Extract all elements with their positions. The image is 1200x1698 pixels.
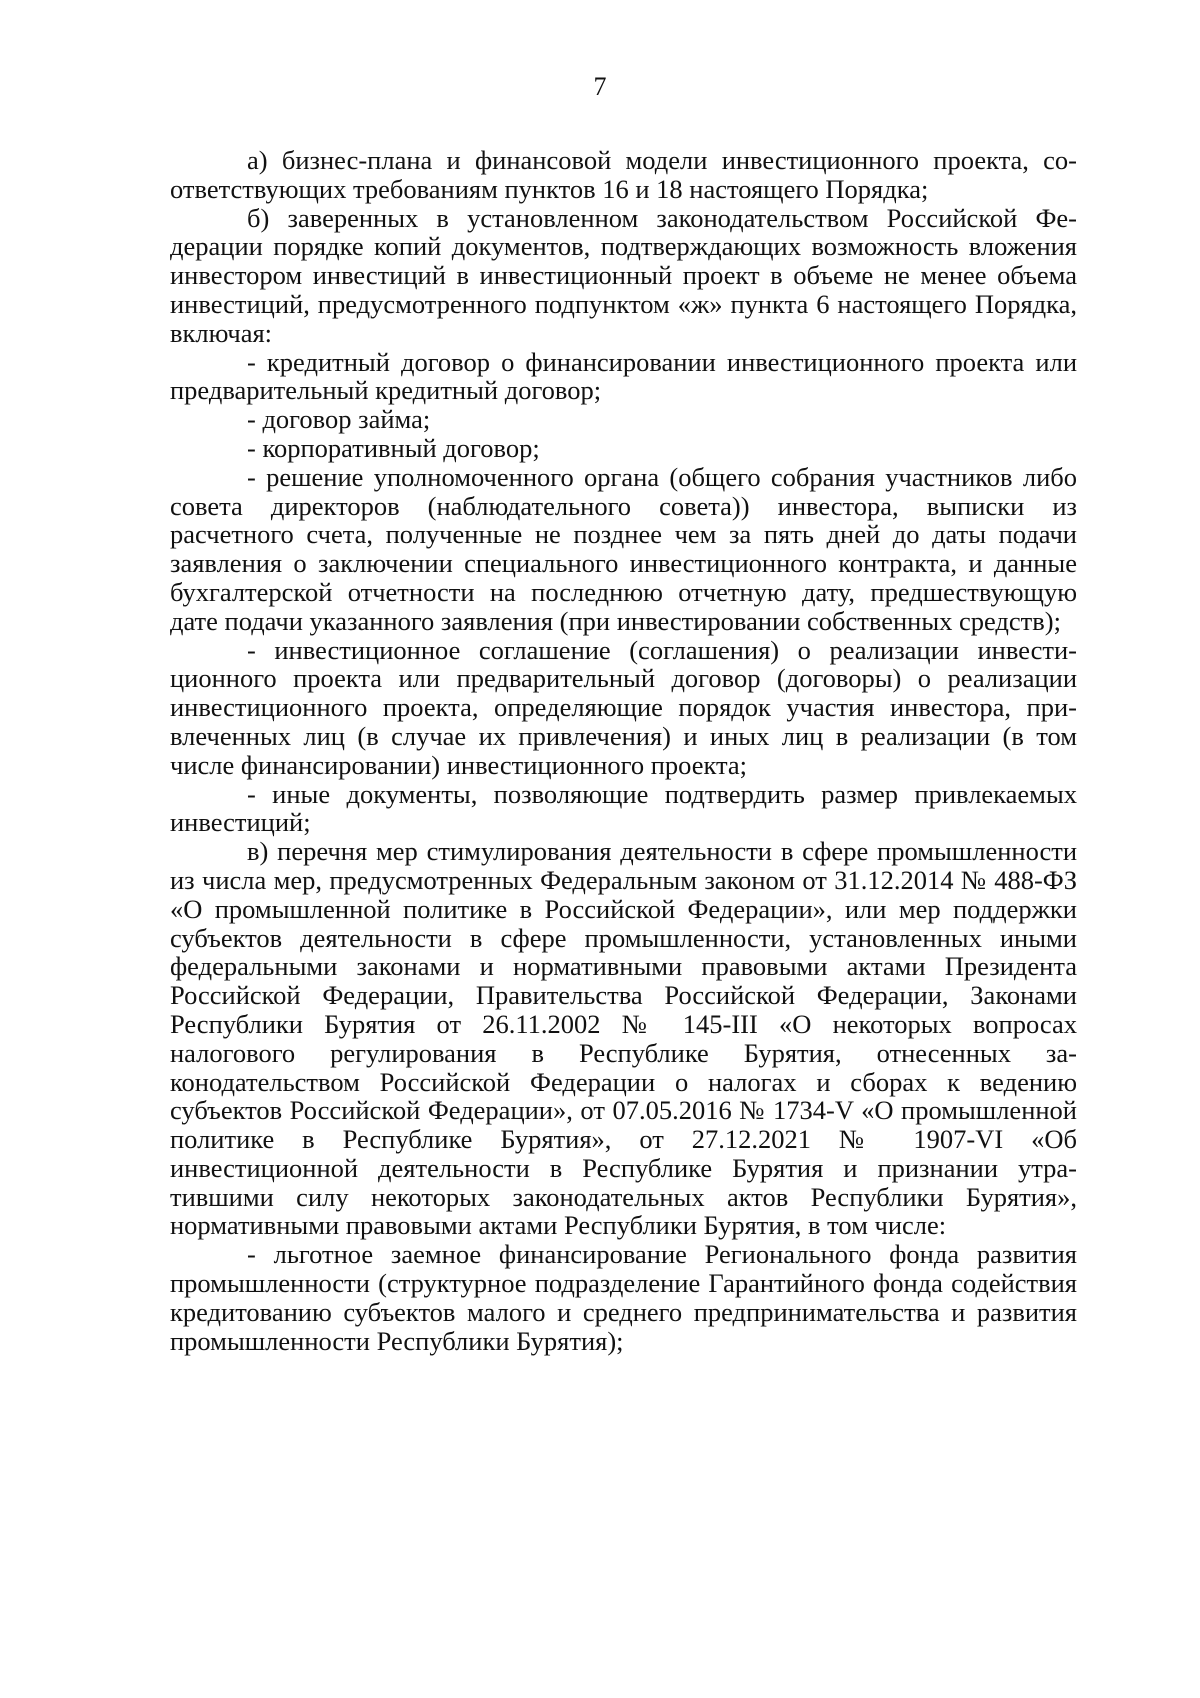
paragraph-item-v: в) перечня мер стимулирования деятельности в сфере промышленности из числа мер, предусмотренных Федеральным законом от 31.12.2014 № 488-ФЗ «О промышленной политике в Российской Федерации», или мер поддержки субъектов деятельности в сфере промышленности, установленных иными федеральными законами и нормативными правовыми актами Президента Российской Федерации, Правительства Российской Федерации, Законами Республики Бурятия от 26.11.2002 № 145-III «О некоторых вопросах налогового регулирования в Республике Бурятия, отнесенных законодательством Российской Федерации о налогах и сборах к ведению субъектов Российской Федерации», от 07.05.2016 № 1734-V «О промышленной политике в Республике Бурятия», от 27.12.2021 № 1907-VI «Об инвестиционной деятельности в Республике Бурятия и признании утратившими силу некоторых законодательных актов Республики Бурятия», нормативными правовыми актами Республики Бурятия, в том числе:	[170, 836, 1077, 1241]
document-body	[170, 146, 1077, 1355]
list-item-preferential-financing: - льготное заемное финансирование Регионального фонда развития промышленности (структурное подразделение Гарантийного фонда содействия кредитованию субъектов малого и среднего предпринимательства и развития промышленности Республики Бурятия);	[170, 1239, 1077, 1356]
list-item-other-documents: - иные документы, позволяющие подтвердить размер привлекаемых инвестиций;	[170, 778, 1077, 838]
list-item-authorized-body-decision: - решение уполномоченного органа (общего собрания участников либо совета директоров (наблюдательного совета)) инвестора, выписки из расчетного счета, полученные не позднее чем за пять дней до даты подачи заявления о заключении специального инвестиционного контракта, и данные бухгалтерской отчетности на последнюю отчетную дату, предшествующую дате подачи указанного заявления (при инвестировании собственных средств);	[170, 461, 1077, 636]
list-item-credit-agreement: - кредитный договор о финансировании инвестиционного проекта или предварительный кредитный договор;	[170, 346, 1077, 406]
page-number: 7	[593, 72, 607, 101]
list-item-corporate-agreement: - корпоративный договор;	[247, 432, 540, 463]
list-item-investment-agreement: - инвестиционное соглашение (соглашения) о реализации инвестиционного проекта или предварительный договор (договоры) о реализации инвестиционного проекта, определяющие порядок участия инвестора, привлеченных лиц (в случае их привлечения) и иных лиц в реализации (в том числе финансировании) инвестиционного проекта;	[170, 634, 1077, 780]
paragraph-item-b: б) заверенных в установленном законодательством Российской Федерации порядке копий документов, подтверждающих возможность вложения инвестором инвестиций в инвестиционный проект в объеме не менее объема инвестиций, предусмотренного подпунктом «ж» пункта 6 настоящего Порядка, включая:	[170, 202, 1077, 348]
paragraph-item-a: а) бизнес-плана и финансовой модели инвестиционного проекта, соответствующих требованиям пунктов 16 и 18 настоящего Порядка;	[170, 145, 1077, 204]
list-item-loan-agreement: - договор займа;	[247, 404, 431, 435]
